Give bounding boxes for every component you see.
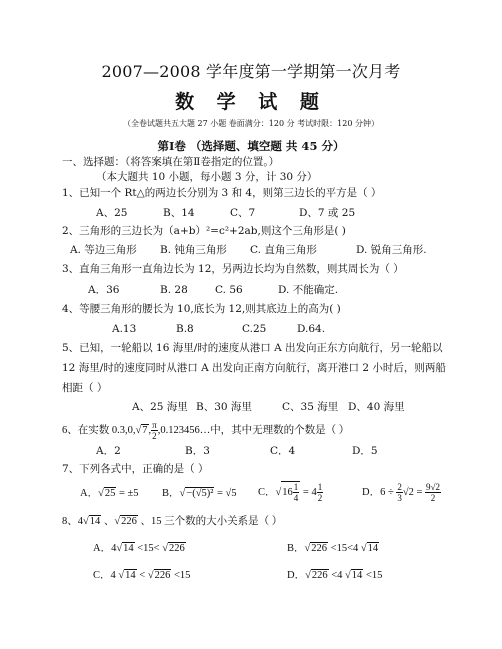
question-5-option-c: C、35 海里 — [282, 401, 339, 413]
question-1-option-a: A、25 — [96, 207, 128, 219]
question-5-option-d: D、40 海里 — [348, 401, 405, 413]
question-4-option-b: B.8 — [176, 323, 194, 335]
question-1-option-d: D、7 或 25 — [299, 207, 356, 219]
part-title: 一、选择题：（将答案填在第Ⅱ卷指定的位置。） — [62, 156, 280, 168]
question-5-stem-line-3: 相距（ ） — [62, 382, 108, 394]
sqrt-sign: √ — [83, 516, 89, 527]
sqrt-sign: √ — [305, 570, 311, 581]
question-3-stem: 3、直角三角形一直角边长为 12，另两边长均为自然数，则其周长为（ ） — [62, 263, 404, 275]
question-1-option-c: C、7 — [230, 207, 256, 219]
question-3-option-c: C. 56 — [215, 284, 243, 296]
question-2-stem: 2、三角形的三边长为（a+b）²=c²+2ab,则这个三角形是( ) — [62, 225, 346, 237]
exam-info-note: （全卷试题共五大题 27 小题 卷面满分：120 分 考试时限：120 分钟） — [123, 119, 379, 128]
question-6-stem: 6、在实数 0.3,0,√7, $\frac{\pi}{2}$ ,0.123456…中，其中无理数的个数是（ ） — [62, 420, 350, 442]
question-3-option-a: A．36 — [88, 284, 120, 296]
sqrt-sign: √ — [275, 487, 282, 498]
question-1-stem: 1、已知一个 Rt△的两边长分别为 3 和 4，则第三边长的平方是（ ） — [62, 187, 382, 199]
subject-title: 数 学 试 题 — [175, 91, 327, 113]
question-2-option-d: D. 锐角三角形. — [356, 244, 427, 256]
question-8-option-b: B．√226 <15<4 √14 — [287, 543, 379, 554]
question-1-option-b: B、14 — [163, 207, 195, 219]
question-7-stem: 7、下列各式中，正确的是（ ） — [62, 463, 209, 475]
sqrt-sign: √ — [304, 543, 311, 554]
question-2-option-b: B. 钝角三角形 — [160, 244, 227, 256]
question-7-option-a: A．√25 = ±5 — [80, 488, 139, 499]
question-3-option-d: D. 不能确定. — [278, 284, 339, 296]
question-8-option-a: A．4√14 <15< √226 — [93, 543, 185, 554]
sqrt-sign: √ — [116, 543, 123, 554]
section-heading: 第Ⅰ卷 （选择题、填空题 共 45 分） — [157, 139, 345, 153]
question-6-option-a: A．2 — [96, 445, 121, 457]
sqrt-sign: √ — [118, 570, 125, 581]
question-3-option-b: B. 28 — [160, 284, 188, 296]
question-8-option-d: D．√226 <4 √14 <15 — [287, 570, 383, 581]
question-6-option-d: D．5 — [352, 445, 378, 457]
question-4-option-c: C.25 — [242, 323, 267, 335]
question-2-option-a: A. 等边三角形 — [70, 244, 137, 256]
question-5-stem-line-2: 12 海里/时的速度同时从港口 A 出发向正南方向航行，离开港口 2 小时后，则两船 — [62, 362, 446, 374]
question-2-option-c: C. 直角三角形 — [250, 244, 317, 256]
question-5-option-b: B、30 海里 — [196, 401, 252, 413]
part-note: （本大题共 10 小题，每小题 3 分，计 30 分） — [96, 171, 318, 183]
question-4-option-d: D.64. — [297, 323, 326, 335]
question-7-option-c: C．√16 $\frac{1}{4}$ = 4 $\frac{1}{2}$ — [258, 482, 323, 504]
question-8-stem: 8、4√14 、√226 、15 三个数的大小关系是（ ） — [62, 516, 283, 527]
question-6-option-b: B．3 — [185, 445, 210, 457]
exam-title: 2007—2008 学年度第一学期第一次月考 — [101, 62, 401, 81]
question-4-option-a: A.13 — [112, 323, 137, 335]
question-4-stem: 4、等腰三角形的腰长为 10,底长为 12,则其底边上的高为( ) — [62, 303, 341, 315]
radicand: 7 — [142, 425, 148, 436]
fraction: $\frac{\pi}{2}$ — [152, 420, 157, 442]
sqrt-sign: √ — [345, 570, 351, 581]
sqrt-sign: √ — [360, 543, 367, 554]
question-7-option-d: D．6 ÷ $\frac{2}{3}$ √2 = $\frac{9√2}{2}$ — [362, 482, 440, 504]
sqrt-sign: √ — [147, 570, 154, 581]
sqrt-sign: √ — [162, 543, 168, 554]
sqrt-sign: √ — [114, 516, 121, 527]
sqrt-sign: √ — [98, 488, 104, 499]
sqrt-sign: √ — [135, 425, 142, 436]
question-8-option-c: C．4 √14 < √226 <15 — [93, 570, 191, 581]
question-6-option-c: C．4 — [270, 445, 296, 457]
question-7-option-b: B．√−(√5)² = √5 — [162, 488, 237, 499]
question-5-option-a: A、25 海里 — [132, 401, 188, 413]
sqrt-sign: √ — [179, 488, 186, 499]
question-5-stem-line-1: 5、已知，一轮船以 16 海里/时的速度从港口 A 出发向正东方向航行，另一轮船以 — [62, 342, 443, 354]
